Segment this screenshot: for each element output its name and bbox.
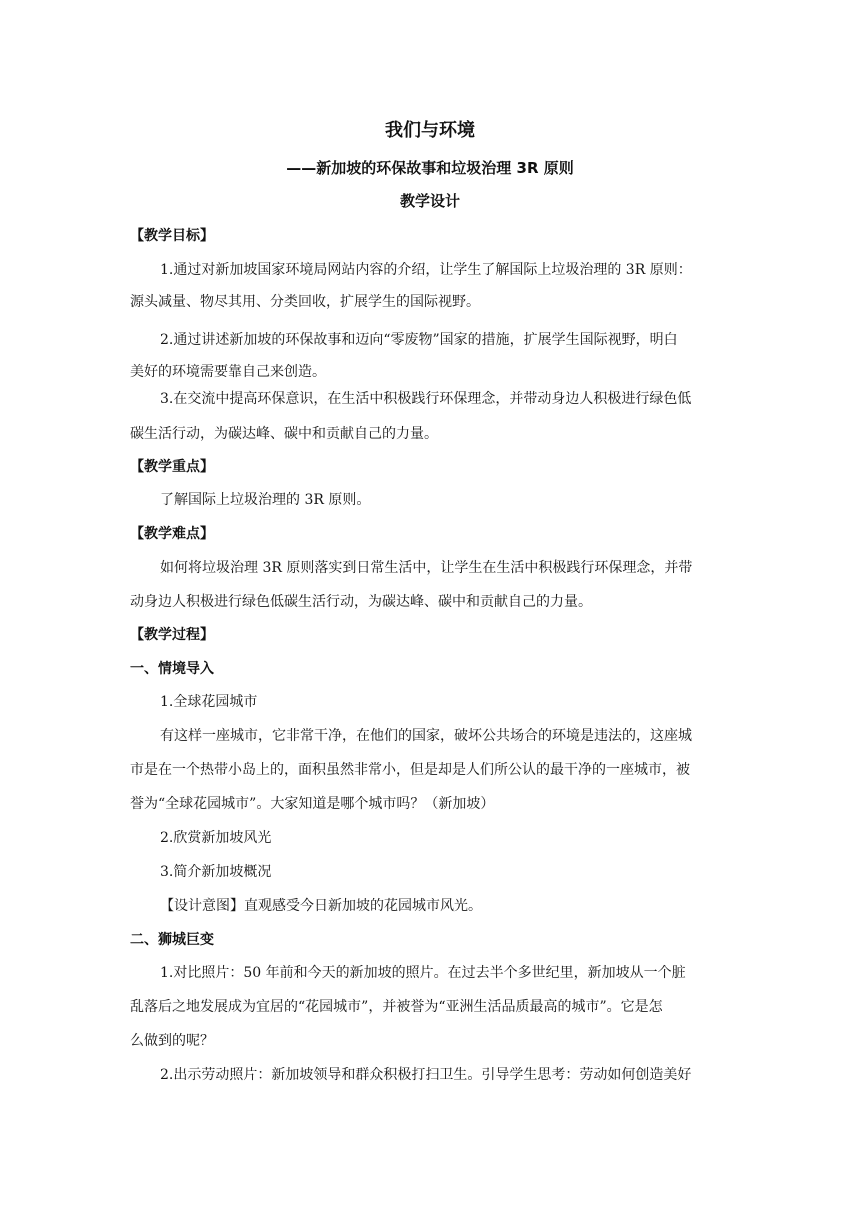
section-2-heading: 二、狮城巨变	[130, 932, 214, 948]
section-2-item-1-line-1: 1.对比照片：50 年前和今天的新加坡的照片。在过去半个多世纪里，新加坡从一个脏	[160, 965, 686, 981]
objective-1-line-2: 源头减量、物尽其用、分类回收，扩展学生的国际视野。	[130, 294, 480, 310]
section-1-para-line-1: 有这样一座城市，它非常干净，在他们的国家，破坏公共场合的环境是违法的，这座城	[160, 728, 692, 744]
key-points-text: 了解国际上垃圾治理的 3R 原则。	[160, 492, 371, 508]
section-1-item-3: 3.简介新加坡概况	[160, 864, 272, 880]
section-1-item-2: 2.欣赏新加坡风光	[160, 830, 272, 846]
key-points-heading: 【教学重点】	[130, 459, 214, 475]
objective-3-line-2: 碳生活行动，为碳达峰、碳中和贡献自己的力量。	[130, 426, 438, 442]
objective-3-line-1: 3.在交流中提高环保意识，在生活中积极践行环保理念，并带动身边人积极进行绿色低	[160, 391, 692, 407]
document-type-heading: 教学设计	[399, 192, 460, 210]
document-subtitle: ——新加坡的环保故事和垃圾治理 3R 原则	[286, 159, 574, 177]
objectives-heading: 【教学目标】	[130, 228, 214, 244]
objective-1-line-1: 1.通过对新加坡国家环境局网站内容的介绍，让学生了解国际上垃圾治理的 3R 原则：	[160, 262, 692, 278]
objective-2-line-1: 2.通过讲述新加坡的环保故事和迈向“零废物”国家的措施，扩展学生国际视野，明白	[160, 332, 678, 348]
section-2-item-1-line-2: 乱落后之地发展成为宜居的“花园城市”，并被誉为“亚洲生活品质最高的城市”。它是怎	[130, 999, 663, 1015]
difficulties-line-2: 动身边人积极进行绿色低碳生活行动，为碳达峰、碳中和贡献自己的力量。	[130, 594, 592, 610]
section-1-item-1: 1.全球花园城市	[160, 694, 258, 710]
difficulties-line-1: 如何将垃圾治理 3R 原则落实到日常生活中，让学生在生活中积极践行环保理念，并带	[160, 560, 693, 576]
section-2-item-2-line-1: 2.出示劳动照片：新加坡领导和群众积极打扫卫生。引导学生思考：劳动如何创造美好	[160, 1067, 692, 1083]
design-intent-note	[130, 896, 742, 916]
section-2-item-1-line-3: 么做到的呢？	[130, 1033, 214, 1049]
objective-2-line-2: 美好的环境需要靠自己来创造。	[130, 364, 326, 380]
design-intent-text: 直观感受今日新加坡的花园城市风光。	[244, 898, 482, 914]
design-intent-label: 【设计意图】	[160, 898, 244, 914]
section-1-heading: 一、情境导入	[130, 661, 214, 677]
section-1-para-line-3: 誉为“全球花园城市”。大家知道是哪个城市吗？（新加坡）	[130, 796, 495, 812]
document-title: 我们与环境	[385, 120, 475, 141]
difficulties-heading: 【教学难点】	[130, 526, 214, 542]
process-heading: 【教学过程】	[130, 627, 214, 643]
section-1-para-line-2: 市是在一个热带小岛上的，面积虽然非常小，但是却是人们所公认的最干净的一座城市，被	[130, 762, 690, 778]
